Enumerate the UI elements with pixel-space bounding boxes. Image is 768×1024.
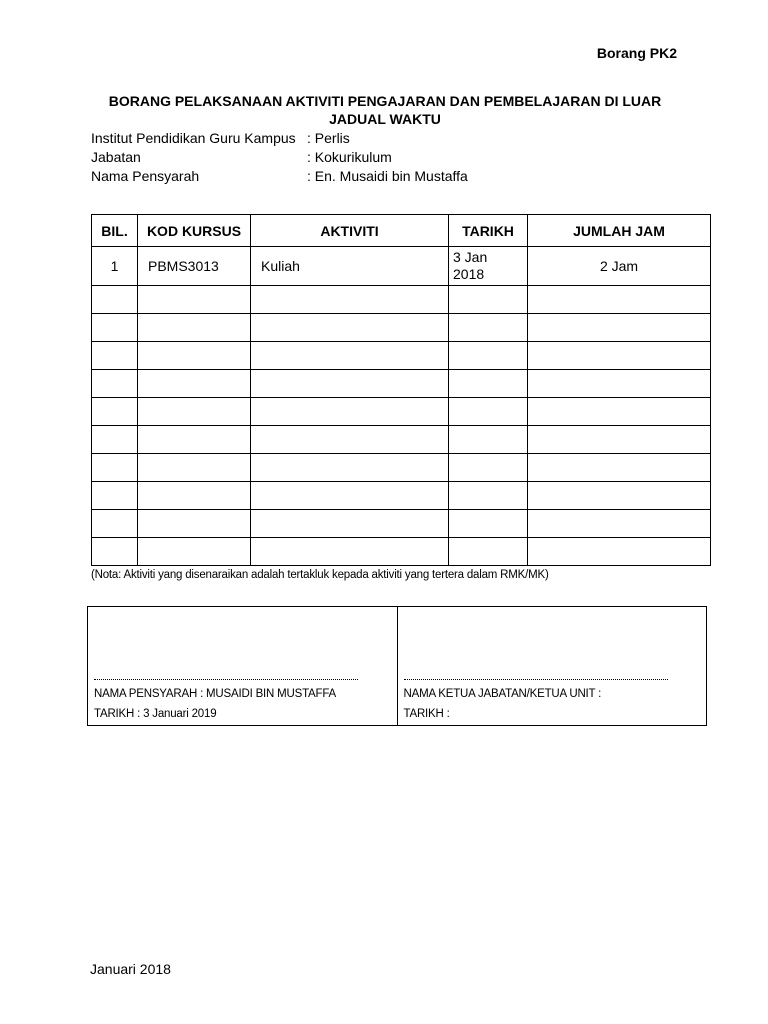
lecturer-name: NAMA PENSYARAH : MUSAIDI BIN MUSTAFFA bbox=[94, 688, 337, 700]
empty-cell bbox=[251, 510, 449, 538]
empty-cell bbox=[528, 314, 711, 342]
empty-cell bbox=[528, 426, 711, 454]
cell-jumlah-jam: 2 Jam bbox=[528, 247, 711, 286]
table-row-empty bbox=[92, 314, 711, 342]
table-row-empty bbox=[92, 370, 711, 398]
empty-cell bbox=[92, 314, 138, 342]
empty-cell bbox=[528, 538, 711, 566]
table-row-empty bbox=[92, 538, 711, 566]
header-jumlah-jam: JUMLAH JAM bbox=[528, 215, 711, 247]
page-title bbox=[90, 92, 680, 128]
empty-cell bbox=[251, 482, 449, 510]
header-kod-kursus: KOD KURSUS bbox=[138, 215, 251, 247]
info-block bbox=[91, 129, 468, 186]
table-row-empty bbox=[92, 398, 711, 426]
empty-cell bbox=[138, 342, 251, 370]
signature-line bbox=[94, 679, 358, 680]
empty-cell bbox=[449, 370, 528, 398]
table-row bbox=[92, 247, 711, 286]
empty-cell bbox=[138, 370, 251, 398]
title-line-2: JADUAL WAKTU bbox=[329, 111, 441, 127]
header-aktiviti: AKTIVITI bbox=[251, 215, 449, 247]
activity-table-wrap bbox=[91, 214, 711, 566]
info-value: : En. Musaidi bin Mustaffa bbox=[307, 168, 468, 184]
info-row-kampus bbox=[91, 129, 468, 148]
document-code: Borang PK2 bbox=[596, 45, 677, 61]
empty-cell bbox=[528, 342, 711, 370]
header-tarikh: TARIKH bbox=[449, 215, 528, 247]
empty-cell bbox=[528, 482, 711, 510]
head-name: NAMA KETUA JABATAN/KETUA UNIT : bbox=[403, 688, 602, 700]
empty-cell bbox=[449, 538, 528, 566]
empty-cell bbox=[449, 482, 528, 510]
empty-cell bbox=[528, 454, 711, 482]
empty-cell bbox=[251, 370, 449, 398]
table-row-empty bbox=[92, 510, 711, 538]
tarikh-line-1: 3 Jan bbox=[453, 249, 488, 265]
empty-cell bbox=[138, 510, 251, 538]
table-row-empty bbox=[92, 454, 711, 482]
title-line-1: BORANG PELAKSANAAN AKTIVITI PENGAJARAN DAN PEMBELAJARAN DI LUAR bbox=[108, 93, 662, 109]
info-value: : Kokurikulum bbox=[307, 149, 392, 165]
cell-bil: 1 bbox=[92, 247, 138, 286]
activity-table bbox=[91, 214, 711, 566]
info-label: Institut Pendidikan Guru Kampus bbox=[91, 130, 296, 146]
empty-cell bbox=[92, 398, 138, 426]
info-label: Nama Pensyarah bbox=[91, 168, 200, 184]
table-row-empty bbox=[92, 426, 711, 454]
signature-box bbox=[87, 606, 707, 726]
info-label: Jabatan bbox=[91, 149, 141, 165]
empty-cell bbox=[528, 510, 711, 538]
cell-aktiviti: Kuliah bbox=[251, 247, 449, 286]
empty-cell bbox=[528, 398, 711, 426]
table-row-empty bbox=[92, 286, 711, 314]
tarikh-line-2: 2018 bbox=[453, 266, 485, 282]
signature-head-of-department bbox=[397, 607, 707, 725]
empty-cell bbox=[92, 482, 138, 510]
cell-tarikh bbox=[449, 247, 528, 286]
empty-cell bbox=[92, 510, 138, 538]
empty-cell bbox=[138, 314, 251, 342]
empty-cell bbox=[251, 454, 449, 482]
lecturer-date: TARIKH : 3 Januari 2019 bbox=[94, 708, 217, 720]
empty-cell bbox=[138, 454, 251, 482]
empty-cell bbox=[138, 538, 251, 566]
empty-cell bbox=[528, 286, 711, 314]
empty-cell bbox=[92, 426, 138, 454]
info-value: : Perlis bbox=[307, 130, 350, 146]
empty-cell bbox=[449, 454, 528, 482]
signature-line bbox=[404, 679, 668, 680]
empty-cell bbox=[92, 342, 138, 370]
empty-cell bbox=[92, 370, 138, 398]
cell-kod-kursus: PBMS3013 bbox=[138, 247, 251, 286]
table-note: (Nota: Aktiviti yang disenaraikan adalah tertakluk kepada aktiviti yang tertera dalam RMK/MK) bbox=[91, 569, 549, 581]
empty-cell bbox=[251, 426, 449, 454]
empty-cell bbox=[449, 286, 528, 314]
table-header-row bbox=[92, 215, 711, 247]
footer-date: Januari 2018 bbox=[90, 961, 171, 977]
empty-cell bbox=[251, 342, 449, 370]
table-row-empty bbox=[92, 342, 711, 370]
table-row-empty bbox=[92, 482, 711, 510]
empty-cell bbox=[449, 426, 528, 454]
empty-cell bbox=[251, 398, 449, 426]
empty-cell bbox=[449, 314, 528, 342]
empty-cell bbox=[138, 482, 251, 510]
empty-cell bbox=[528, 370, 711, 398]
empty-cell bbox=[138, 426, 251, 454]
signature-lecturer bbox=[88, 607, 397, 725]
empty-cell bbox=[138, 398, 251, 426]
empty-cell bbox=[92, 286, 138, 314]
header-bil: BIL. bbox=[92, 215, 138, 247]
empty-cell bbox=[449, 510, 528, 538]
empty-cell bbox=[138, 286, 251, 314]
empty-cell bbox=[449, 398, 528, 426]
empty-cell bbox=[251, 286, 449, 314]
info-row-pensyarah bbox=[91, 167, 468, 186]
head-date: TARIKH : bbox=[403, 708, 450, 720]
empty-cell bbox=[449, 342, 528, 370]
empty-cell bbox=[92, 454, 138, 482]
empty-cell bbox=[92, 538, 138, 566]
empty-cell bbox=[251, 538, 449, 566]
info-row-jabatan bbox=[91, 148, 468, 167]
empty-cell bbox=[251, 314, 449, 342]
